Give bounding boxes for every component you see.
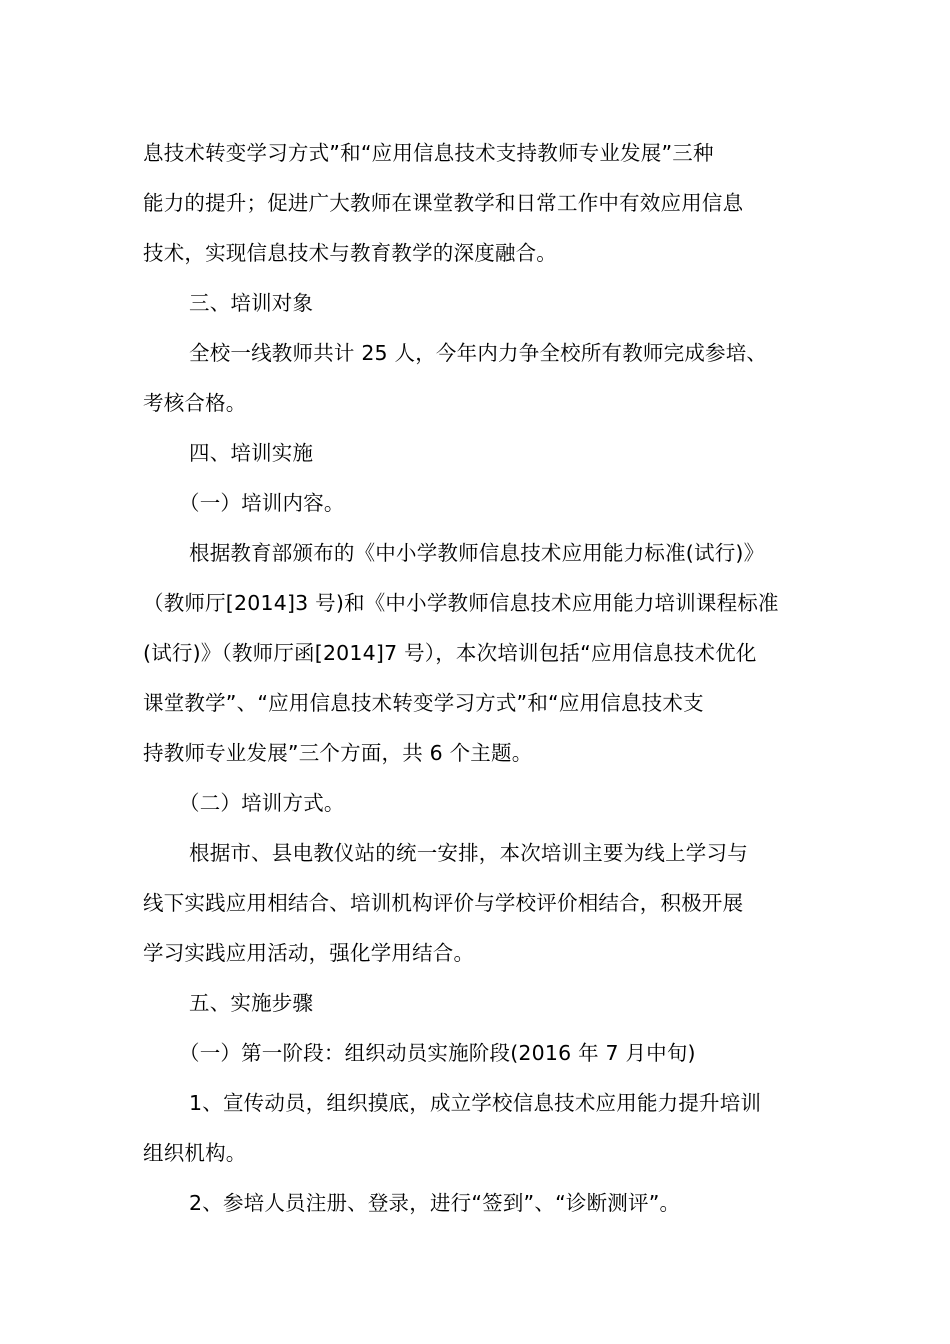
list-item: 1、宣传动员，组织摸底，成立学校信息技术应用能力提升培训	[189, 1091, 762, 1115]
paragraph-line: 能力的提升；促进广大教师在课堂教学和日常工作中有效应用信息	[143, 191, 744, 215]
paragraph-line: 根据市、县电教仪站的统一安排，本次培训主要为线上学习与	[189, 841, 748, 865]
paragraph-line: 线下实践应用相结合、培训机构评价与学校评价相结合，积极开展	[143, 891, 744, 915]
paragraph-line: (试行)》（教师厅函[2014]7 号），本次培训包括“应用信息技术优化	[143, 641, 757, 665]
subsection-heading-training-content: （一）培训内容。	[179, 491, 345, 515]
section-heading-training-target: 三、培训对象	[189, 291, 314, 315]
paragraph-line: 全校一线教师共计 25 人，今年内力争全校所有教师完成参培、	[189, 341, 768, 365]
paragraph-line: 学习实践应用活动，强化学用结合。	[143, 941, 475, 965]
section-heading-training-implementation: 四、培训实施	[189, 441, 314, 465]
subsection-heading-phase-one: （一）第一阶段：组织动员实施阶段(2016 年 7 月中旬)	[179, 1041, 696, 1065]
paragraph-line: 息技术转变学习方式”和“应用信息技术支持教师专业发展”三种	[143, 141, 714, 165]
paragraph-line: （教师厅[2014]3 号)和《中小学教师信息技术应用能力培训课程标准	[143, 591, 779, 615]
list-item-continuation: 组织机构。	[143, 1141, 247, 1165]
list-item: 2、参培人员注册、登录，进行“签到”、“诊断测评”。	[189, 1191, 681, 1215]
paragraph-line: 技术，实现信息技术与教育教学的深度融合。	[143, 241, 557, 265]
subsection-heading-training-method: （二）培训方式。	[179, 791, 345, 815]
paragraph-line: 考核合格。	[143, 391, 247, 415]
document-body	[143, 128, 808, 1228]
section-heading-implementation-steps: 五、实施步骤	[189, 991, 314, 1015]
paragraph-line: 持教师专业发展”三个方面，共 6 个主题。	[143, 741, 533, 765]
paragraph-line: 根据教育部颁布的《中小学教师信息技术应用能力标准(试行)》	[189, 541, 765, 565]
paragraph-line: 课堂教学”、“应用信息技术转变学习方式”和“应用信息技术支	[143, 691, 704, 715]
